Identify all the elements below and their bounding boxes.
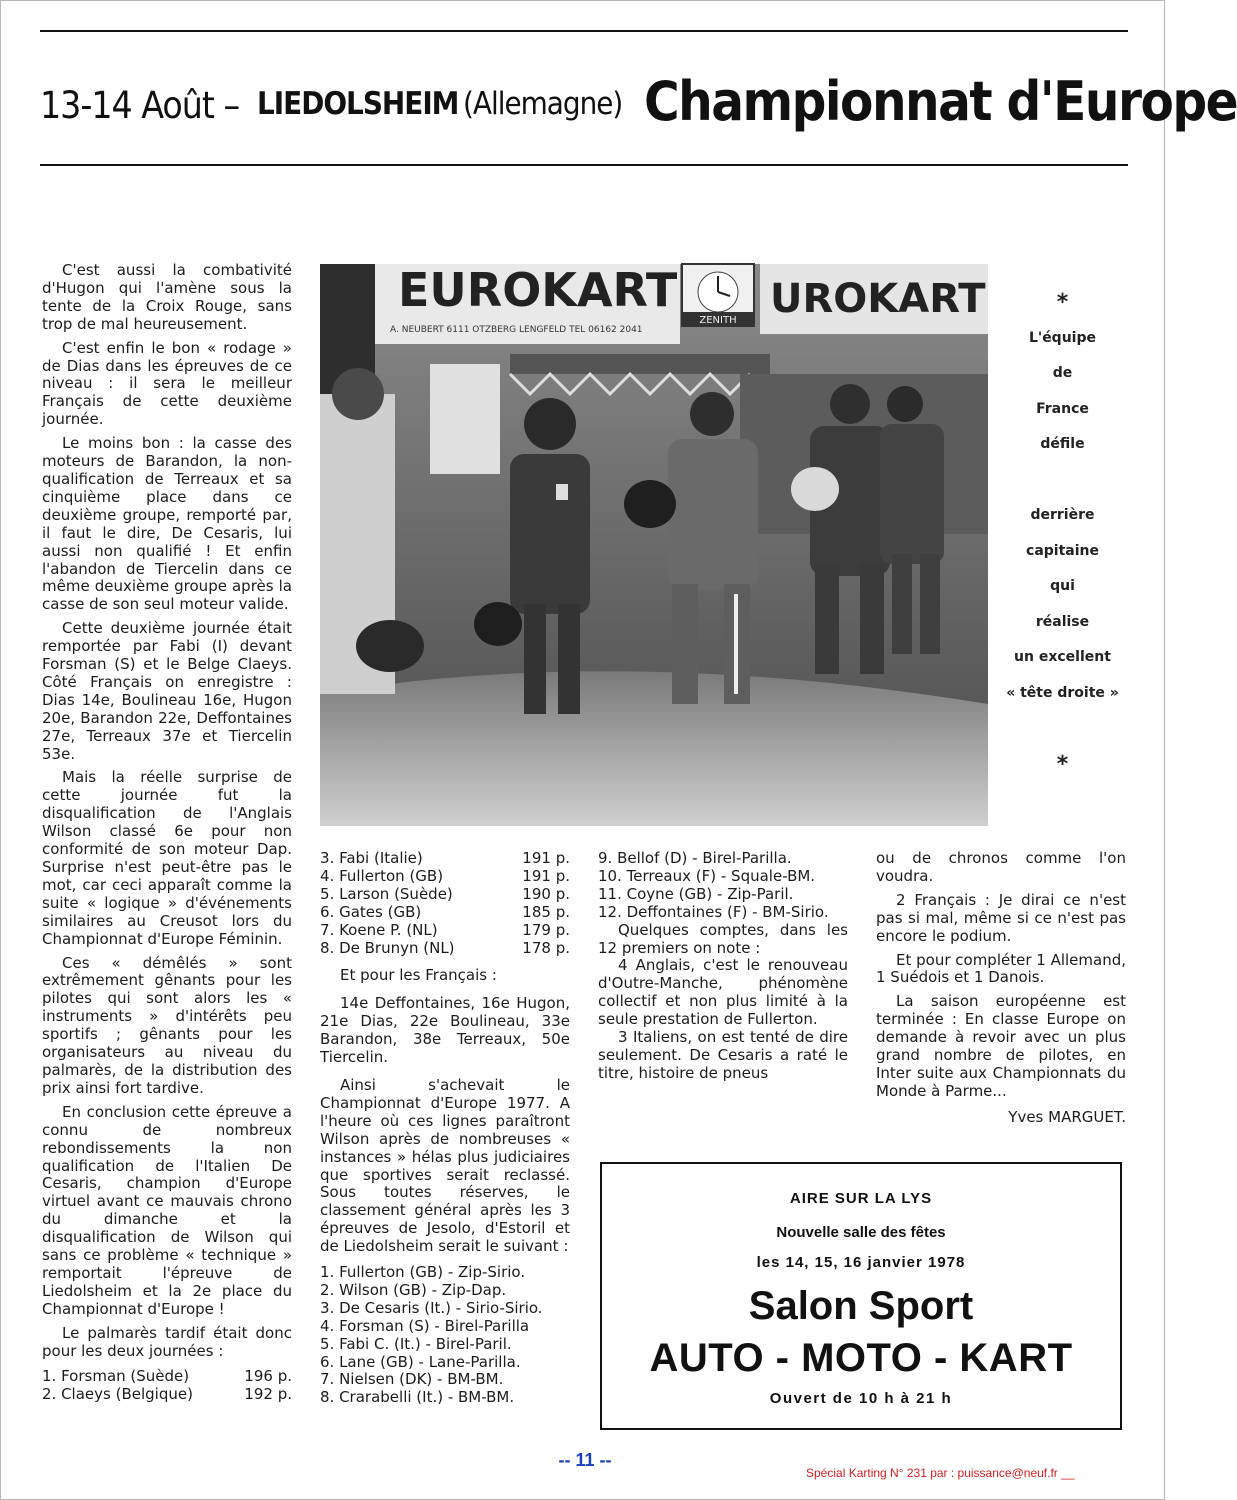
ranking-row: 6. Lane (GB) - Lane-Parilla. [320, 1352, 521, 1371]
ranking-row: 7. Nielsen (DK) - BM-BM. [320, 1370, 504, 1389]
ranking-row: 5. Larson (Suède) 190 p. [320, 884, 570, 903]
paragraph: Ces « démêlés » sont extrêmement gênants pour les pilotes qui sont alors les « instruments » d'intérêts peu sportifs ; gênants pour les organisateurs au niveau du palmarès, de la distribution des prix ainsi fort tardive. [42, 953, 292, 1097]
caption-line: derrière [1030, 507, 1095, 523]
author-signature: Yves MARGUET. [1008, 1107, 1126, 1126]
paragraph: C'est enfin le bon « rodage » de Dias dans les épreuves de ce niveau : il sera le meilleur Français de cette deuxième journée. [42, 338, 292, 429]
clock-brand: ZENITH [699, 315, 737, 326]
caption-line [1000, 463, 1125, 499]
ranking-row: 9. Bellof (D) - Birel-Parilla. [598, 849, 792, 867]
ad-subtitle: AUTO - MOTO - KART [649, 1336, 1073, 1380]
ranking-row: 11. Coyne (GB) - Zip-Paril. [598, 884, 794, 903]
caption-line [1000, 711, 1125, 747]
paragraph: C'est aussi la combativité d'Hugon qui l'amène sous la tente de la Croix Rouge, sans trop de mal heureusement. [42, 261, 292, 333]
header-place: LIEDOLSHEIM [257, 86, 459, 122]
caption-line: défile [1040, 436, 1085, 452]
ranking-row: 10. Terreaux (F) - Squale-BM. [598, 866, 816, 885]
caption-line: un excellent [1014, 649, 1111, 665]
paragraph: 2 Français : Je dirai ce n'est pas si mal, même si ce n'est pas encore le podium. [876, 890, 1126, 945]
ranking-row: 2. Wilson (GB) - Zip-Dap. [320, 1280, 507, 1299]
caption-line: qui [1050, 578, 1075, 594]
column-4 [876, 850, 1126, 1127]
ranking-row: 8. Crarabelli (It.) - BM-BM. [320, 1388, 515, 1407]
caption-line: « tête droite » [1006, 684, 1119, 701]
paragraph: Et pour compléter 1 Allemand, 1 Suédois et 1 Danois. [876, 950, 1127, 987]
paragraph: Le moins bon : la casse des moteurs de Barandon, la non-qualification de Terreaux et sa cinquième place dans ce deuxième groupe, remporté par, il faut le dire, De Cesaris, lui aussi non qualifié ! Et enfin l'abandon de Tiercelin dans ce même deuxième groupe après la casse de son seul moteur valide. [42, 434, 292, 614]
general-ranking [598, 850, 848, 922]
paragraph: 14e Deffontaines, 16e Hugon, 21e Dias, 22e Boulineau, 33e Barandon, 38e Terreaux, 50e Tiercelin. [320, 994, 570, 1067]
sign-text-small: A. NEUBERT 6111 OTZBERG LENGFELD TEL 06162 2041 [390, 325, 643, 335]
caption-line: L'équipe [1028, 329, 1096, 346]
column-1 [42, 262, 292, 1404]
caption-line: de [1052, 365, 1073, 381]
ranking-row: 7. Koene P. (NL) 179 p. [320, 920, 570, 939]
page-number: -- 11 -- [558, 1450, 612, 1470]
ranking-list [42, 1368, 292, 1404]
ranking-row: 1. Forsman (Suède) 196 p. [42, 1367, 292, 1386]
ad-hours: Ouvert de 10 h à 21 h [769, 1390, 953, 1407]
ranking-row: 4. Fullerton (GB) 191 p. [320, 866, 570, 885]
header-title: Championnat d'Europe [644, 70, 1237, 133]
caption-line: réalise [1035, 613, 1090, 630]
paragraph: En conclusion cette épreuve a connu de nombreux rebondissements la non qualification de l'Italien De Cesaris, champion d'Europe virtuel avant ce mauvais chrono du dimanche et la disqualification de Wilson qui sans ce problème « technique » remportait l'épreuve de Liedolsheim et la 2e place du Championnat d'Europe ! [42, 1102, 292, 1318]
sign-text-left: EUROKART [398, 263, 678, 317]
photo-caption [1000, 285, 1125, 782]
ranking-row: 1. Fullerton (GB) - Zip-Sirio. [320, 1263, 526, 1282]
sign-text-right: UROKART [770, 276, 986, 322]
ranking-row: 8. De Brunyn (NL) 178 p. [320, 938, 570, 957]
star-icon: * [1056, 751, 1069, 777]
general-ranking [320, 1264, 570, 1407]
ranking-row: 3. De Cesaris (It.) - Sirio-Sirio. [320, 1298, 543, 1317]
ranking-row: 2. Claeys (Belgique) 192 p. [42, 1385, 292, 1404]
paragraph: Cette deuxième journée était remportée par Fabi (I) devant Forsman (S) et le Belge Claeys. Côté Français on enregistre : Dias 14e, Boulineau 16e, Hugon 20e, Barandon 22e, Deffontaines 27e, Terreaux 37e et Tiercelin 53e. [42, 619, 292, 763]
paragraph: ou de chronos comme l'on voudra. [876, 849, 1126, 885]
top-rule [40, 30, 1128, 32]
article-header [40, 70, 1237, 140]
paragraph: Ainsi s'achevait le Championnat d'Europe 1977. A l'heure où ces lignes paraîtront Wilson après de nombreuses « instances » hélas plus judiciaires que sportives serait reclassé. Sous toutes réserves, le classement général après les 3 épreuves de Jesolo, d'Estoril et de Liedolsheim serait le suivant : [320, 1075, 570, 1256]
paragraph: Et pour les Français : [340, 966, 497, 985]
paragraph: La saison européenne est terminée : En classe Europe on demande à revoir avec un plus grand nombre de pilotes, en Inter suite aux Championnats du Monde à Parme... [876, 992, 1126, 1100]
team-photo [320, 264, 988, 826]
paragraph: Mais la réelle surprise de cette journée fut la disqualification de l'Anglais Wilson classé 6e pour non conformité de son moteur Dap. Surprise n'est peut-être pas le mot, car ceci apparaît comme la suite « logique » d'événements similaires au Creusot lors du Championnat d'Europe Féminin. [42, 768, 292, 948]
ad-dates: les 14, 15, 16 janvier 1978 [756, 1254, 966, 1271]
ranking-list [320, 850, 570, 957]
ranking-row: 4. Forsman (S) - Birel-Parilla [320, 1316, 530, 1335]
ranking-row: 6. Gates (GB) 185 p. [320, 902, 570, 921]
header-country: (Allemagne) [463, 86, 623, 122]
paragraph: 4 Anglais, c'est le renouveau d'Outre-Manche, phénomène collectif et non plus limité à la seule prestation de Fullerton. [598, 956, 848, 1029]
paragraph: 3 Italiens, on est tenté de dire seulement. De Cesaris a raté le titre, histoire de pneus [598, 1028, 848, 1082]
advertisement-box [600, 1162, 1122, 1430]
header-rule [40, 164, 1128, 166]
caption-line: capitaine [1026, 542, 1099, 559]
header-date: 13-14 Août – [40, 84, 240, 127]
ad-venue: Nouvelle salle des fêtes [776, 1224, 946, 1241]
star-icon: * [1056, 290, 1069, 315]
ranking-row: 12. Deffontaines (F) - BM-Sirio. [598, 902, 829, 921]
caption-line: France [1036, 400, 1089, 417]
paragraph: Quelques comptes, dans les 12 premiers on note : [598, 920, 848, 957]
column-2 [320, 850, 570, 1407]
ad-title: Salon Sport [748, 1284, 974, 1328]
ranking-row: 3. Fabi (Italie) 191 p. [320, 849, 570, 867]
column-3 [598, 850, 848, 1083]
scan-credit: Spécial Karting N° 231 par : puissance@neuf.fr __ [806, 1466, 1075, 1480]
ranking-row: 5. Fabi C. (It.) - Birel-Paril. [320, 1334, 512, 1353]
paragraph: Le palmarès tardif était donc pour les deux journées : [42, 1323, 292, 1360]
ad-location: AIRE SUR LA LYS [789, 1190, 933, 1207]
